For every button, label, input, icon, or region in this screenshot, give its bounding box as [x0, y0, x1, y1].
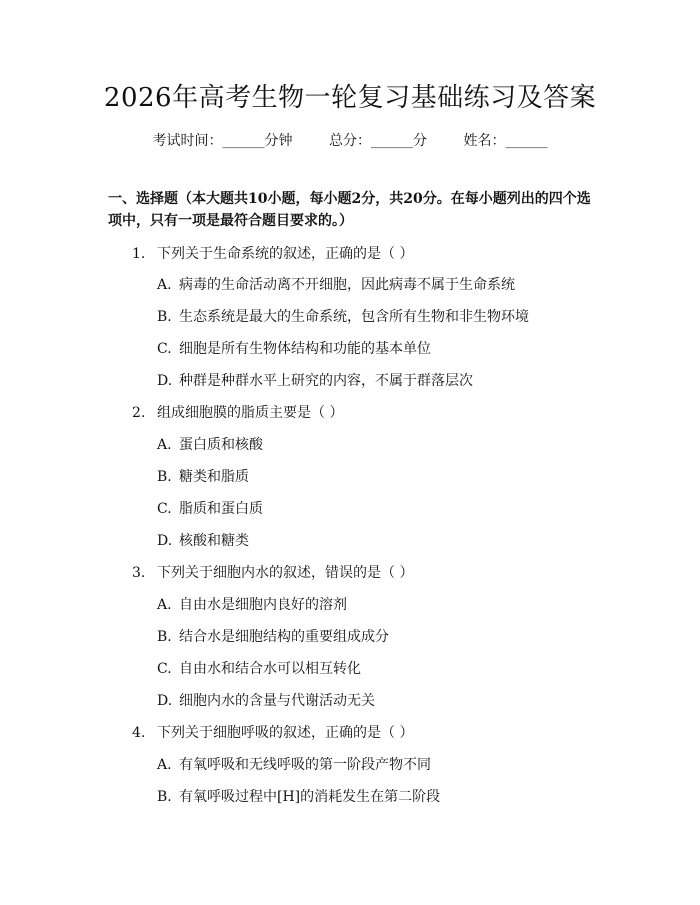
question-1-option-d	[157, 371, 473, 391]
question-2-option-c	[157, 499, 263, 519]
question-1-option-b	[157, 307, 529, 327]
option-text: 结合水是细胞结构的重要组成成分	[179, 629, 389, 645]
option-letter: B.	[157, 629, 172, 645]
exam-meta	[0, 131, 700, 151]
question-1-option-c	[157, 339, 431, 359]
option-text: 有氧呼吸和无线呼吸的第一阶段产物不同	[179, 757, 431, 773]
option-text: 细胞是所有生物体结构和功能的基本单位	[179, 341, 431, 357]
option-letter: A.	[157, 597, 172, 613]
option-letter: C.	[157, 341, 172, 357]
question-1-stem	[132, 244, 413, 264]
question-2-option-a	[157, 435, 263, 455]
question-3-option-d	[157, 691, 375, 711]
question-number: 2.	[132, 405, 146, 421]
option-letter: A.	[157, 757, 172, 773]
option-letter: B.	[157, 469, 172, 485]
page-title: 2026年高考生物一轮复习基础练习及答案	[103, 83, 597, 113]
question-4-option-b	[157, 787, 440, 807]
option-text: 糖类和脂质	[179, 469, 249, 485]
option-text: 核酸和糖类	[179, 533, 249, 549]
question-2-option-d	[157, 531, 249, 551]
question-number: 4.	[132, 725, 146, 741]
option-text: 脂质和蛋白质	[179, 501, 263, 517]
option-letter: A.	[157, 437, 172, 453]
question-2-option-b	[157, 467, 249, 487]
question-number: 3.	[132, 565, 146, 581]
option-text: 自由水和结合水可以相互转化	[179, 661, 361, 677]
question-4-stem	[132, 723, 413, 743]
question-3-stem	[132, 563, 413, 583]
option-text: 有氧呼吸过程中[H]的消耗发生在第二阶段	[179, 789, 441, 805]
question-1-option-a	[157, 275, 515, 295]
question-text: 下列关于细胞呼吸的叙述，正确的是（ ）	[157, 725, 414, 741]
question-text: 下列关于生命系统的叙述，正确的是（ ）	[157, 246, 414, 262]
student-name-field: 姓名：______	[463, 133, 548, 149]
option-text: 自由水是细胞内良好的溶剂	[179, 597, 347, 613]
option-letter: D.	[157, 373, 173, 389]
option-letter: B.	[157, 789, 172, 805]
question-number: 1.	[132, 246, 146, 262]
option-letter: C.	[157, 661, 172, 677]
option-text: 蛋白质和核酸	[179, 437, 263, 453]
question-2-stem	[132, 403, 343, 423]
question-3-option-c	[157, 659, 361, 679]
option-text: 病毒的生命活动离不开细胞，因此病毒不属于生命系统	[179, 277, 515, 293]
exam-time-field: 考试时间：______分钟	[152, 133, 293, 149]
total-score-field: 总分：______分	[329, 133, 427, 149]
question-3-option-b	[157, 627, 389, 647]
question-3-option-a	[157, 595, 347, 615]
option-letter: A.	[157, 277, 172, 293]
question-text: 组成细胞膜的脂质主要是（ ）	[157, 405, 344, 421]
question-4-option-a	[157, 755, 431, 775]
option-text: 生态系统是最大的生命系统，包含所有生物和非生物环境	[179, 309, 529, 325]
section-heading: 一、选择题（本大题共10小题，每小题2分，共20分。在每小题列出的四个选项中，只有一项是最符合题目要求的。）	[108, 191, 591, 229]
option-letter: B.	[157, 309, 172, 325]
option-text: 种群是种群水平上研究的内容，不属于群落层次	[179, 373, 473, 389]
option-text: 细胞内水的含量与代谢活动无关	[179, 693, 375, 709]
option-letter: D.	[157, 533, 173, 549]
option-letter: C.	[157, 501, 172, 517]
question-text: 下列关于细胞内水的叙述，错误的是（ ）	[157, 565, 414, 581]
option-letter: D.	[157, 693, 173, 709]
